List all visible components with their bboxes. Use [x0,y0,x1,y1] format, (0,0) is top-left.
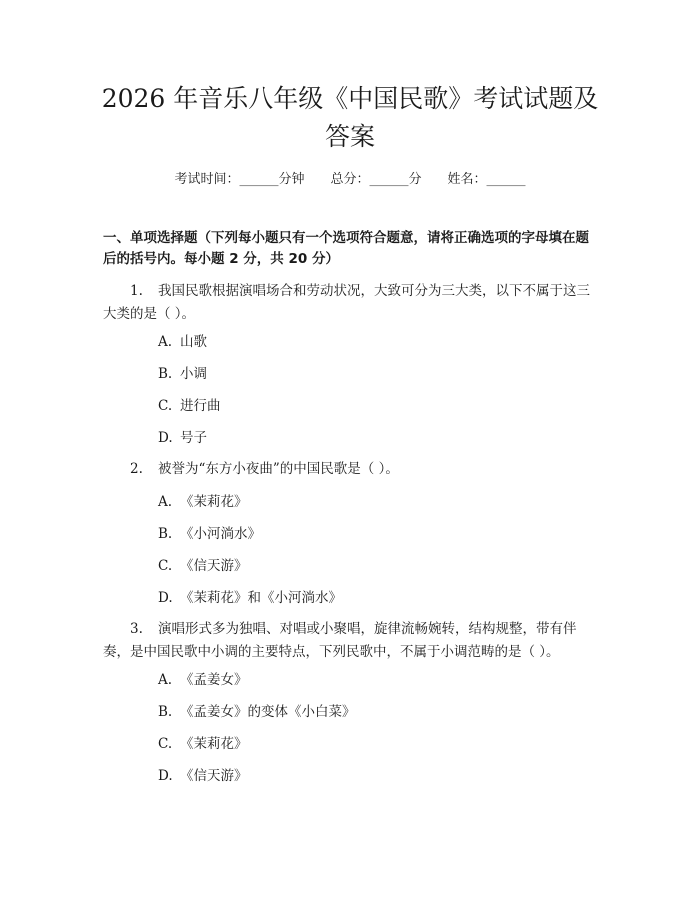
option-text: 《孟姜女》 [180,672,248,688]
option-text: 小调 [180,366,207,382]
option-letter: A. [158,672,173,688]
option-text: 山歌 [180,334,207,350]
option-text: 《茉莉花》 [180,736,248,752]
question-number: 3. [130,621,143,637]
option-letter: C. [158,558,173,574]
question-3-option-a [158,670,248,690]
question-1-option-b [158,364,207,384]
question-3-option-d [158,766,248,786]
option-text: 《信天游》 [180,558,248,574]
question-2-stem [103,458,598,481]
option-text: 进行曲 [180,398,221,414]
question-2-option-d [158,588,342,608]
option-text: 《信天游》 [180,768,248,784]
section-heading: 一、单项选择题（下列每小题只有一个选项符合题意，请将正确选项的字母填在题后的括号内。每小题 2 分，共 20 分） [103,230,589,267]
option-letter: D. [158,590,173,606]
document-title: 2026 年音乐八年级《中国民歌》考试试题及答案 [101,84,599,151]
option-letter: B. [158,704,173,720]
question-text: 我国民歌根据演唱场合和劳动状况，大致可分为三大类，以下不属于这三大类的是（ ）。 [103,283,590,322]
option-letter: D. [158,768,173,784]
question-number: 1. [130,283,143,299]
option-text: 《茉莉花》和《小河淌水》 [180,590,342,606]
question-1-stem [103,280,598,326]
option-letter: A. [158,334,173,350]
question-1-option-c [158,396,221,416]
question-1-option-d [158,428,207,448]
option-letter: B. [158,526,173,542]
question-2-option-c [158,556,248,576]
question-2-option-b [158,524,261,544]
option-text: 号子 [180,430,207,446]
exam-info-line: 考试时间：______分钟 总分：______分 姓名：______ [174,172,526,187]
question-2-option-a [158,492,248,512]
question-3-option-b [158,702,356,722]
question-3-stem [103,618,598,664]
option-letter: A. [158,494,173,510]
question-text: 演唱形式多为独唱、对唱或小聚唱，旋律流畅婉转，结构规整，带有伴奏，是中国民歌中小调的主要特点，下列民歌中，不属于小调范畴的是（ ）。 [103,621,577,660]
option-letter: B. [158,366,173,382]
option-letter: D. [158,430,173,446]
option-text: 《孟姜女》的变体《小白菜》 [180,704,356,720]
option-text: 《小河淌水》 [180,526,261,542]
question-text: 被誉为“东方小夜曲”的中国民歌是（ ）。 [158,461,399,477]
option-text: 《茉莉花》 [180,494,248,510]
option-letter: C. [158,736,173,752]
option-letter: C. [158,398,173,414]
question-3-option-c [158,734,248,754]
question-number: 2. [130,461,143,477]
question-1-option-a [158,332,207,352]
